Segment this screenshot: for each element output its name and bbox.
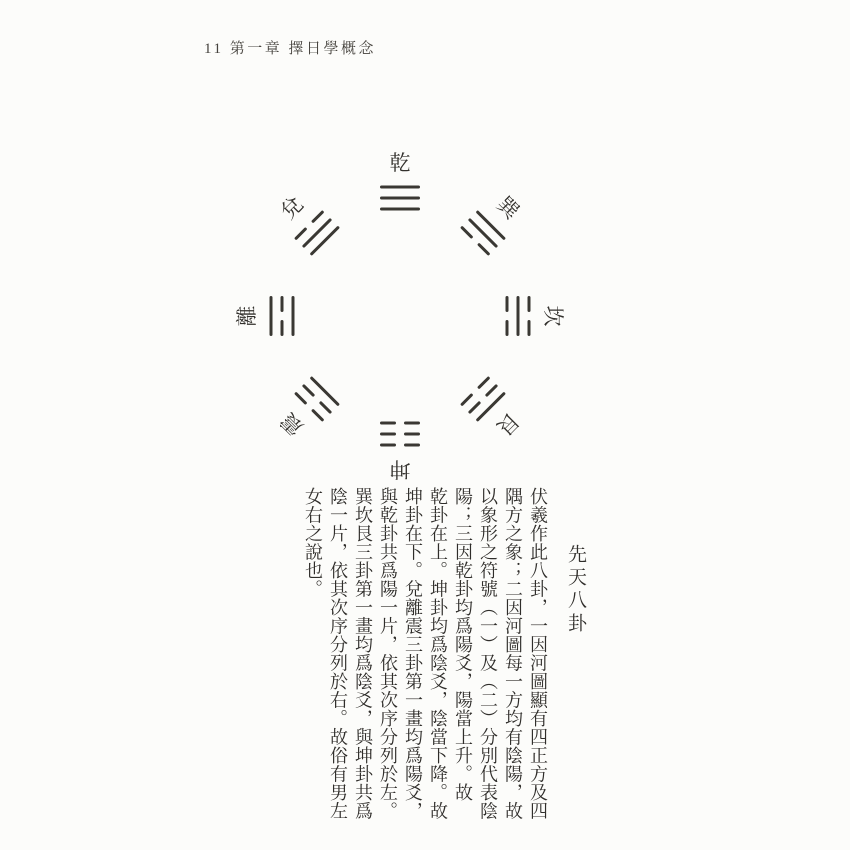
trigram-label-gen: 艮 <box>492 408 525 441</box>
trigram-label-dui: 兌 <box>275 191 308 224</box>
text-column-8: 巽坎艮三卦第一畫均爲陰爻，與坤卦共爲 <box>353 487 373 820</box>
trigram-label-kan: 坎 <box>541 305 565 327</box>
text-column-6: 坤卦在下。兌離震三卦第一畫均爲陽爻， <box>403 487 423 820</box>
text-column-9: 陰一片，依其次序分列於右。故俗有男左 <box>328 487 348 820</box>
trigram-label-qian: 乾 <box>389 151 411 175</box>
trigram-symbol-kan <box>498 296 539 336</box>
section-title: 先天八卦 <box>565 544 586 636</box>
body-text <box>300 487 550 823</box>
trigram-symbol-qian <box>380 178 420 219</box>
trigram-symbol-li <box>262 296 303 336</box>
page-header: 11 第一章 擇日學概念 <box>204 41 376 57</box>
trigram-label-kun: 坤 <box>389 457 411 481</box>
text-column-2: 隅方之象；二因河圖每一方均有陰陽，故 <box>503 487 523 820</box>
text-column-5: 乾卦在上。坤卦均爲陰爻，陰當下降。故 <box>428 487 448 820</box>
text-block <box>283 487 587 823</box>
text-column-4: 陽；三因乾卦均爲陽爻，陽當上升。故 <box>453 487 473 802</box>
text-column-7: 與乾卦共爲陽一片，依其次序分列於左。 <box>378 487 398 820</box>
trigram-label-li: 離 <box>235 305 259 327</box>
trigram-symbol-kun <box>380 414 420 455</box>
text-column-1: 伏羲作此八卦，一因河圖顯有四正方及四 <box>528 487 548 820</box>
trigram-label-xun: 巽 <box>492 191 525 224</box>
text-column-10: 女右之說也。 <box>303 487 323 598</box>
trigram-label-zhen: 震 <box>275 408 308 441</box>
text-column-3: 以象形之符號（一）及（二）分別代表陰 <box>478 487 498 820</box>
